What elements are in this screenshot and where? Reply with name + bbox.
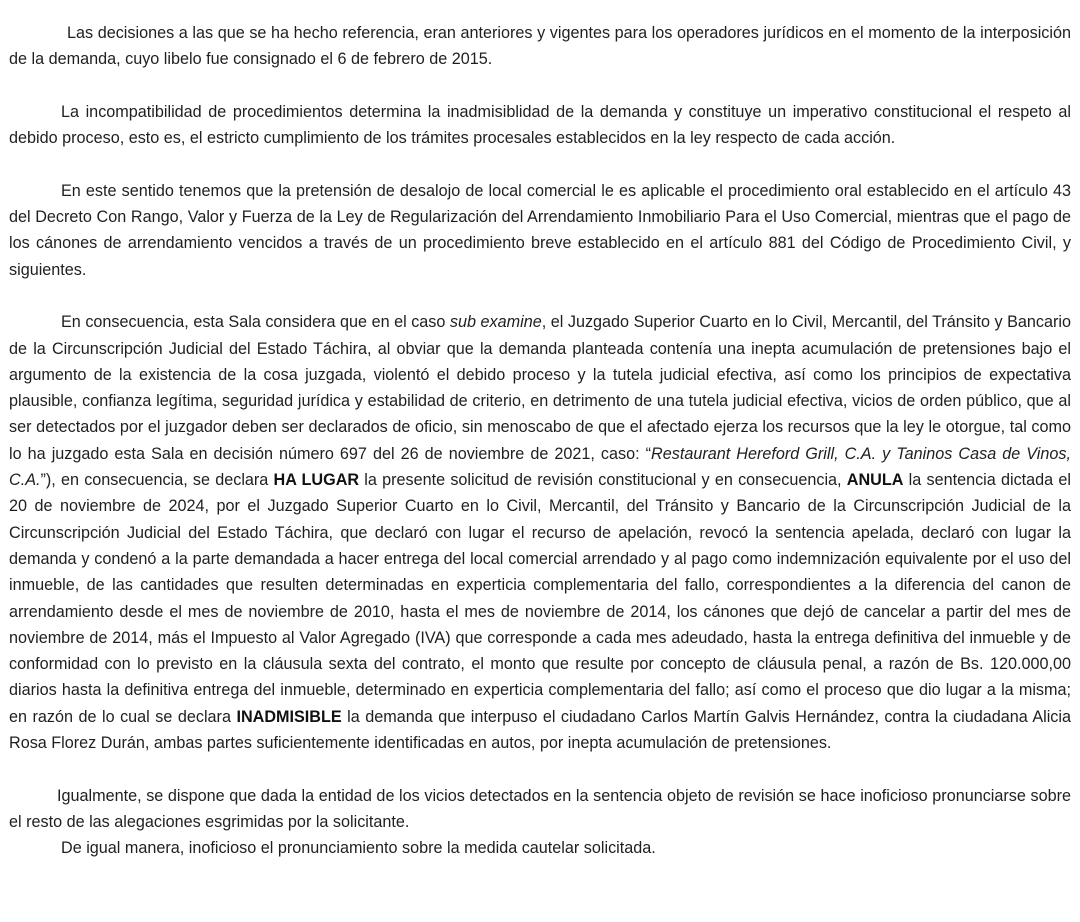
bold-inadmisible: INADMISIBLE: [236, 707, 342, 726]
text-run: la demanda que interpuso el ciudadano Carlos Martín Galvis Hernández, contra la ciudadana Alicia Rosa Florez Durán, ambas partes suficientemente identificadas en autos, por inepta acumulación de pretensiones.: [9, 707, 1072, 753]
paragraph-gap: [9, 151, 1071, 177]
document-body: [9, 20, 1071, 862]
text-run: ”), en consecuencia, se declara: [40, 471, 274, 490]
paragraph-consecuencia: [9, 309, 1071, 756]
paragraph-medida-cautelar: De igual manera, inoficioso el pronunciamiento sobre la medida cautelar solicitada.: [61, 839, 656, 858]
italic-case-name: Restaurant Hereford Grill, C.A. y Taninos Casa de Vinos, C.A.: [9, 444, 1071, 490]
text-run: , el Juzgado Superior Cuarto en lo Civil, Mercantil, del Tránsito y Bancario de la Circunscripción Judicial del Estado Táchira, al obviar que la demanda planteada contenía una inepta acumulación de pretensiones bajo el argumento de la existencia de la cosa juzgada, violentó el debido proceso y la tutela judicial efectiva, así como los principios de expectativa plausible, confianza legítima, seguridad jurídica y estabilidad de criterio, en detrimento de una tutela judicial efectiva, vicios de orden público, que al ser detectados por el juzgador deben ser declarados de oficio, sin menoscabo de que el afectado ejerza los recursos que la ley le otorgue, tal como lo ha juzgado esta Sala en decisión número 697 del 26 de noviembre de 2021, caso: “: [9, 313, 1071, 463]
bold-ha-lugar: HA LUGAR: [273, 471, 360, 490]
paragraph-gap: [9, 283, 1071, 309]
text-run: la presente solicitud de revisión constitucional y en consecuencia,: [359, 471, 847, 490]
text-run: la sentencia dictada el 20 de noviembre de 2024, por el Juzgado Superior Cuarto en lo Civil, Mercantil, del Tránsito y Bancario de la Circunscripción Judicial de la Circunscripción Judicial del Estado Táchira, que declaró con lugar el recurso de apelación, revocó la sentencia apelada, declaró con lugar la demanda y condenó a la parte demandada a hacer entrega del local comercial arrendado y al pago como indemnización equivalente por el uso del inmueble, de las cantidades que resulten determinadas en experticia complementaria del fallo, correspondientes a la diferencia del canon de arrendamiento desde el mes de noviembre de 2010, hasta el mes de noviembre de 2014, los cánones que dejó de cancelar a partir del mes de noviembre de 2014, más el Impuesto al Valor Agregado (IVA) que corresponde a cada mes adeudado, hasta la entrega definitiva del inmueble y de conformidad con lo previsto en la cláusula sexta del contrato, el monto que resulte por concepto de cláusula penal, a razón de Bs. 120.000,00 diarios hasta la definitiva entrega del inmueble, determinado en experticia complementaria del fallo; así como el proceso que dio lugar a la misma; en razón de lo cual se declara: [9, 471, 1071, 726]
paragraph-decisiones: Las decisiones a las que se ha hecho referencia, eran anteriores y vigentes para los operadores jurídicos en el momento de la interposición de la demanda, cuyo libelo fue consignado el 6 de febrero de 2015.: [9, 24, 1071, 69]
paragraph-gap: [9, 73, 1071, 99]
paragraph-gap: [9, 756, 1071, 782]
bold-anula: ANULA: [846, 471, 904, 490]
paragraph-igualmente: Igualmente, se dispone que dada la entidad de los vicios detectados en la sentencia objeto de revisión se hace inoficioso pronunciarse sobre el resto de las alegaciones esgrimidas por la solicitante.: [9, 786, 1071, 831]
paragraph-pretension-desalojo: En este sentido tenemos que la pretensión de desalojo de local comercial le es aplicable el procedimiento oral establecido en el artículo 43 del Decreto Con Rango, Valor y Fuerza de la Ley de Regularización del Arrendamiento Inmobiliario Para el Uso Comercial, mientras que el pago de los cánones de arrendamiento vencidos a través de un procedimiento breve establecido en el artículo 881 del Código de Procedimiento Civil, y siguientes.: [9, 181, 1071, 279]
text-run: En consecuencia, esta Sala considera que en el caso: [61, 313, 450, 332]
italic-sub-examine: sub examine: [449, 313, 542, 332]
paragraph-incompatibilidad: La incompatibilidad de procedimientos determina la inadmisiblidad de la demanda y constituye un imperativo constitucional el respeto al debido proceso, esto es, el estricto cumplimiento de los trámites procesales establecidos en la ley respecto de cada acción.: [9, 102, 1071, 148]
